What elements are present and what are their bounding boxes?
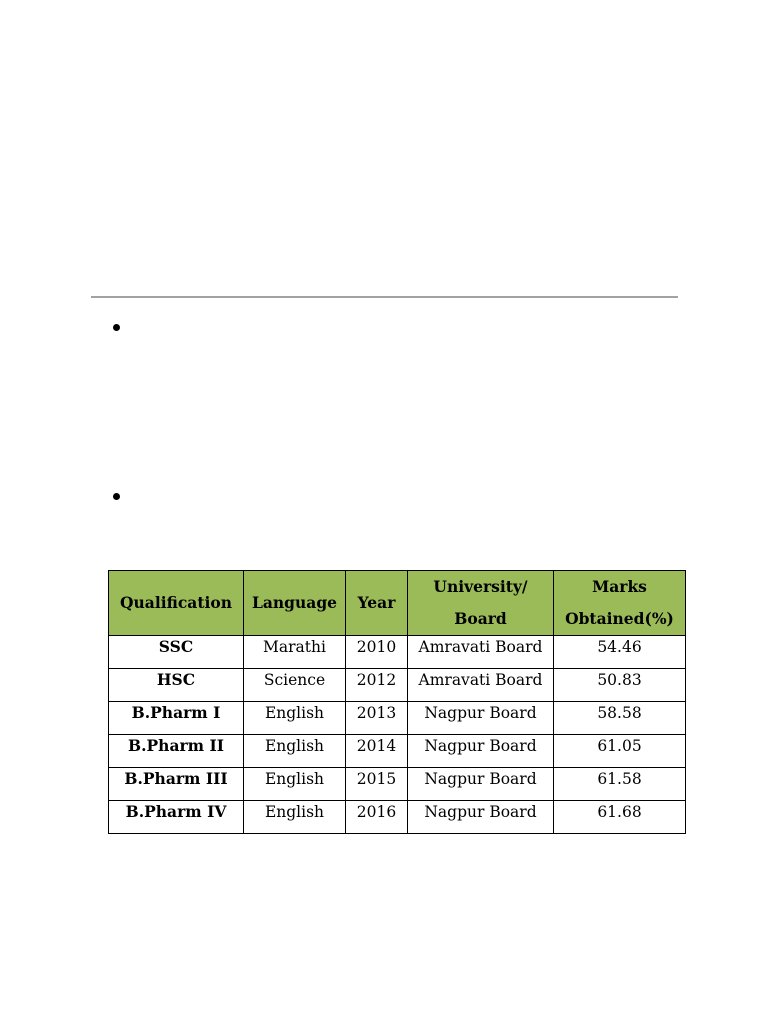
cell-language: English (244, 768, 346, 801)
header-marks-obtained (554, 571, 686, 636)
cell-qualification: SSC (109, 636, 244, 669)
bullet-point (113, 324, 120, 331)
table-row (109, 702, 686, 735)
cell-marks: 61.05 (554, 735, 686, 768)
table-row (109, 636, 686, 669)
bullet-point (113, 493, 120, 500)
education-table (108, 570, 686, 834)
cell-year: 2010 (346, 636, 408, 669)
table-row (109, 735, 686, 768)
header-qualification: Qualification (109, 571, 244, 636)
header-language: Language (244, 571, 346, 636)
horizontal-divider (91, 296, 678, 298)
cell-year: 2015 (346, 768, 408, 801)
table-row (109, 801, 686, 834)
cell-year: 2014 (346, 735, 408, 768)
cell-year: 2012 (346, 669, 408, 702)
cell-year: 2016 (346, 801, 408, 834)
cell-qualification: B.Pharm III (109, 768, 244, 801)
header-university-board (408, 571, 554, 636)
cell-language: English (244, 702, 346, 735)
cell-marks: 50.83 (554, 669, 686, 702)
cell-qualification: B.Pharm I (109, 702, 244, 735)
cell-qualification: HSC (109, 669, 244, 702)
cell-qualification: B.Pharm II (109, 735, 244, 768)
cell-marks: 58.58 (554, 702, 686, 735)
cell-board: Nagpur Board (408, 801, 554, 834)
cell-language: Marathi (244, 636, 346, 669)
table-row (109, 768, 686, 801)
cell-qualification: B.Pharm IV (109, 801, 244, 834)
cell-year: 2013 (346, 702, 408, 735)
cell-marks: 61.58 (554, 768, 686, 801)
header-marks-line2: Obtained(%) (565, 609, 674, 628)
cell-language: English (244, 801, 346, 834)
cell-board: Amravati Board (408, 669, 554, 702)
header-year: Year (346, 571, 408, 636)
header-marks-line1: Marks (592, 577, 647, 596)
header-university-line2: Board (454, 609, 507, 628)
cell-marks: 61.68 (554, 801, 686, 834)
cell-language: English (244, 735, 346, 768)
cell-marks: 54.46 (554, 636, 686, 669)
table-row (109, 669, 686, 702)
table-header-row (109, 571, 686, 636)
cell-board: Amravati Board (408, 636, 554, 669)
cell-board: Nagpur Board (408, 735, 554, 768)
cell-language: Science (244, 669, 346, 702)
cell-board: Nagpur Board (408, 702, 554, 735)
cell-board: Nagpur Board (408, 768, 554, 801)
header-university-line1: University/ (433, 577, 528, 596)
